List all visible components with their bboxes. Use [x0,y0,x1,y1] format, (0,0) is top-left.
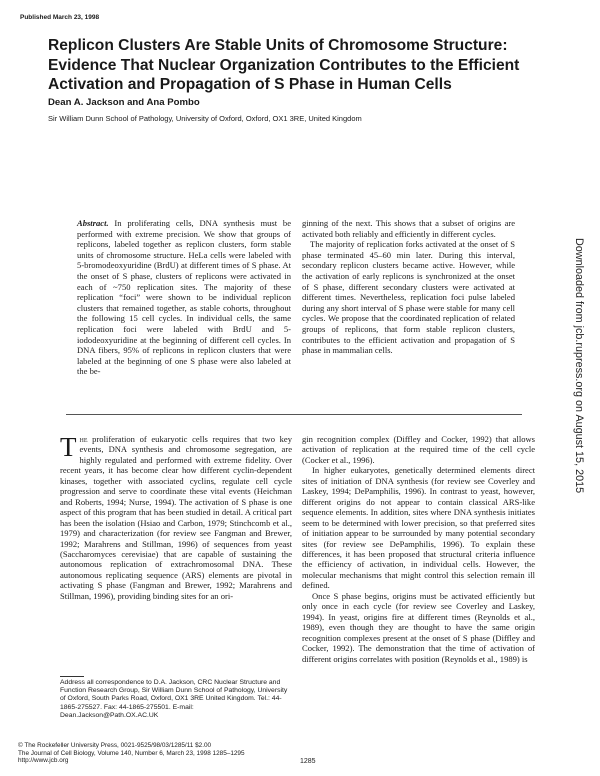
body-paragraph: In higher eukaryotes, genetically determined elements direct sites of initiation of DNA synthesis (for review see Coverley and Laskey, 1994; DePamphilis, 1996). In contrast to yeast, however, different origins do not appear to contain classical ARS-like sequence elements. In addition, sites where DNA synthesis initiates seem to be determined with lower precision, so that preferred sites of initiation appear to be surrounded by many potential secondary sites (for review see DePamphilis, 1996). To explain these differences, it has been proposed that structural criteria influence the efficiency of activation, in individual cells. However, the molecular mechanisms that might control this selection remain ill defined. [302,465,535,591]
footnote-divider [60,676,84,677]
authors: Dean A. Jackson and Ana Pombo [48,97,200,108]
drop-cap: T [60,432,77,462]
correspondence-footnote [60,679,293,720]
copyright: © The Rockefeller University Press, 0021-9525/98/03/1285/11 $2.00 [18,742,212,749]
abstract-paragraph: ginning of the next. This shows that a subset of origins are activated both reliably and efficiently in different cycles. [302,218,515,239]
title-line: Evidence That Nuclear Organization Contributes to the Efficient [48,56,520,74]
first-word-rest: he [79,434,88,444]
download-watermark-container [573,238,593,548]
abstract-label: Abstract. [77,218,109,228]
article-title [48,36,548,95]
published-date: Published March 23, 1998 [20,14,100,21]
intro-text: proliferation of eukaryotic cells requires that two key events, DNA synthesis and chromosome segregation, are highly regulated and performed with extreme fidelity. Over recent years, it has become clear how different cyclin-dependent kinases, together with associated cyclins, regulate cell cycle progression and serve to coordinate these vital events (Heichman and Roberts, 1994; Nurse, 1994). The activation of S phase is one aspect of this program that has been studied in detail. A critical part has been the isolation (Hsiao and Carbon, 1979; Stinchcomb et al., 1979) and characterization (for review see Fangman and Brewer, 1992; Marahrens and Stillman, 1996) of sequences from yeast (Saccharomyces cerevisiae) that are capable of sustaining the autonomous replication of extrachromosomal DNA. These autonomous replicating sequence (ARS) elements are pivotal in activating S phase (Fangman and Brewer, 1992; Marahrens and Stillman, 1996), providing binding sites for an ori- [60,434,292,601]
intro-paragraph [60,434,292,601]
abstract-text: In proliferating cells, DNA synthesis must be performed with extreme precision. We show that groups of replicons, labeled together as replicon clusters, form stable units of chromosome structure. HeLa cells were labeled with 5-bromodeoxyuridine (BrdU) at different times of S phase. At the onset of S phase, clusters of replicons were activated in each of ~750 replication sites. The majority of these replication “foci” were shown to be individual replicon clusters that remained together, as stable cohorts, throughout the following 15 cell cycles. In individual cells, the same replication foci were labeled with BrdU and 5-iododeoxyuridine at the beginning of different cell cycles. In DNA fibers, 95% of replicons in replicon clusters that were labeled at the beginning of one S phase were also labeled at the be- [77,218,291,377]
abstract-paragraph [77,218,291,377]
body-right-column [302,434,535,664]
title-line: Activation and Propagation of S Phase in Human Cells [48,76,452,93]
title-line: Replicon Clusters Are Stable Units of Chromosome Structure: [48,37,508,54]
body-paragraph: gin recognition complex (Diffley and Cocker, 1992) that allows activation of replication at the required time of the cell cycle (Cocker et al., 1996). [302,434,535,465]
correspondence-text: Address all correspondence to D.A. Jackson, CRC Nuclear Structure and Function Research Group, Sir William Dunn School of Pathology, University of Oxford, South Parks Road, Oxford, OX1 3RE United Kingdom. Tel.: 44-1865-275527. Fax: 44-1865-275501. E-mail: Dean.Jackson@Path.OX.AC.UK [60,679,288,719]
page-number: 1285 [300,758,316,765]
abstract-left-column [77,218,291,377]
journal-citation: The Journal of Cell Biology, Volume 140, Number 6, March 23, 1998 1285–1295 [18,749,245,757]
affiliation: Sir William Dunn School of Pathology, University of Oxford, Oxford, OX1 3RE, United Kingdom [48,114,362,123]
body-paragraph: Once S phase begins, origins must be activated efficiently but only once in each cycle (for review see Coverley and Laskey, 1994). In yeast, origins fire at different times (Reynolds et al., 1989), even though they are thought to have the same origin recognition complexes present at the onset of S phase (Diffley and Cocker, 1992). The demonstration that the time of activation of different origins correlates with position (Reynolds et al., 1989) is [302,590,535,664]
page-footer [18,742,245,765]
section-divider [66,414,522,415]
abstract-paragraph: The majority of replication forks activated at the onset of S phase terminated 45–60 min later. During this interval, secondary replicon clusters became active. However, while the activation of early replicons is synchronized at the onset of S phase, different secondary clusters were activated at different times. Nevertheless, replication foci pulse labeled during any short interval of S phase were stable for many cell cycles. We propose that the coordinated replication of related groups of replicons, that form stable replicon clusters, contributes to the efficient activation and propagation of S phase in mammalian cells. [302,239,515,356]
abstract-right-column [302,218,515,356]
download-watermark: Downloaded from jcb.rupress.org on August 15, 2015 [573,238,585,494]
body-left-column [60,434,292,601]
journal-url[interactable]: http://www.jcb.org [18,757,69,765]
